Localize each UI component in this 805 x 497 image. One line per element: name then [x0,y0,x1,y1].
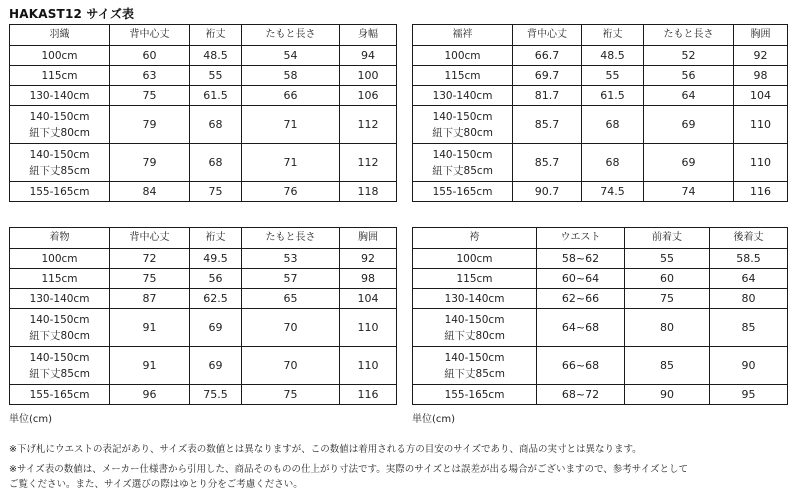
measurement-cell: 61.5 [582,86,644,106]
measurement-cell: 62.5 [190,289,242,309]
note-tag-waist: ※下げ札にウエストの表記があり、サイズ表の数値とは異なりますが、この数値は着用される方の目安のサイズであり、商品の実寸とは異なります。 [9,444,642,455]
measurement-cell: 85.7 [513,144,582,182]
measurement-cell: 68 [582,144,644,182]
size-label-cell: 155-165cm [413,385,537,405]
measurement-cell: 76 [242,182,340,202]
measurement-cell: 75 [625,289,710,309]
measurement-cell: 58.5 [710,249,788,269]
column-header: 背中心丈 [110,25,190,46]
measurement-cell: 71 [242,106,340,144]
size-label-cell: 115cm [413,66,513,86]
size-label-cell: 130-140cm [413,86,513,106]
table-row [10,347,397,385]
measurement-cell: 60 [110,46,190,66]
measurement-cell: 94 [340,46,397,66]
size-label-cell: 115cm [413,269,537,289]
kimono-size-table [9,227,397,405]
measurement-cell: 69 [644,106,734,144]
measurement-cell: 100 [340,66,397,86]
measurement-cell: 110 [734,106,788,144]
measurement-cell: 48.5 [190,46,242,66]
measurement-cell: 58 [242,66,340,86]
measurement-cell: 79 [110,106,190,144]
column-header: 羽織 [10,25,110,46]
measurement-cell: 96 [110,385,190,405]
measurement-cell: 79 [110,144,190,182]
table-row [10,249,397,269]
column-header: 襦袢 [413,25,513,46]
measurement-cell: 80 [625,309,710,347]
measurement-cell: 69 [190,309,242,347]
size-label-cell: 140-150cm 紐下丈85cm [413,144,513,182]
measurement-cell: 75 [110,86,190,106]
size-label-cell: 100cm [413,46,513,66]
table-row [413,106,788,144]
measurement-cell: 52 [644,46,734,66]
column-header: 胸囲 [340,228,397,249]
column-header: ウエスト [537,228,625,249]
measurement-cell: 69.7 [513,66,582,86]
table-row [413,347,788,385]
column-header: 裄丈 [582,25,644,46]
measurement-cell: 69 [190,347,242,385]
note-measurement: ※サイズ表の数値は、メーカー仕様書から引用した、商品そのものの仕上がり寸法です。実際のサイズとは誤差が出る場合がございますので、参考サイズとして [9,464,689,475]
measurement-cell: 66 [242,86,340,106]
measurement-cell: 87 [110,289,190,309]
measurement-cell: 90 [710,347,788,385]
size-label-cell: 115cm [10,66,110,86]
juban-size-table [412,24,788,202]
measurement-cell: 58~62 [537,249,625,269]
table-row [413,46,788,66]
measurement-cell: 90 [625,385,710,405]
column-header: 前着丈 [625,228,710,249]
table-row [10,106,397,144]
size-label-cell: 140-150cm 紐下丈80cm [413,309,537,347]
measurement-cell: 64~68 [537,309,625,347]
measurement-cell: 85 [710,309,788,347]
size-label-cell: 130-140cm [10,86,110,106]
table-row [10,269,397,289]
measurement-cell: 70 [242,347,340,385]
table-row [10,385,397,405]
size-label-cell: 140-150cm 紐下丈85cm [413,347,537,385]
column-header: 袴 [413,228,537,249]
column-header: 後着丈 [710,228,788,249]
measurement-cell: 65 [242,289,340,309]
size-label-cell: 140-150cm 紐下丈85cm [10,347,110,385]
measurement-cell: 80 [710,289,788,309]
measurement-cell: 110 [340,347,397,385]
measurement-cell: 95 [710,385,788,405]
measurement-cell: 116 [340,385,397,405]
table-row [10,289,397,309]
size-label-cell: 155-165cm [10,385,110,405]
measurement-cell: 75 [242,385,340,405]
size-label-cell: 140-150cm 紐下丈80cm [413,106,513,144]
measurement-cell: 64 [710,269,788,289]
measurement-cell: 56 [644,66,734,86]
measurement-cell: 118 [340,182,397,202]
table-row [10,144,397,182]
size-label-cell: 140-150cm 紐下丈85cm [10,144,110,182]
table-row [10,46,397,66]
size-label-cell: 100cm [413,249,537,269]
measurement-cell: 75.5 [190,385,242,405]
measurement-cell: 57 [242,269,340,289]
measurement-cell: 112 [340,106,397,144]
measurement-cell: 75 [110,269,190,289]
size-label-cell: 115cm [10,269,110,289]
page-title: HAKAST12 サイズ表 [9,7,135,21]
measurement-cell: 49.5 [190,249,242,269]
measurement-cell: 112 [340,144,397,182]
measurement-cell: 91 [110,347,190,385]
table-row [413,385,788,405]
measurement-cell: 54 [242,46,340,66]
measurement-cell: 70 [242,309,340,347]
unit-label-right: 単位(cm) [412,414,456,425]
size-label-cell: 100cm [10,46,110,66]
column-header: 着物 [10,228,110,249]
table-header-row [10,25,397,46]
size-label-cell: 100cm [10,249,110,269]
measurement-cell: 55 [582,66,644,86]
measurement-cell: 74 [644,182,734,202]
measurement-cell: 55 [625,249,710,269]
measurement-cell: 68~72 [537,385,625,405]
size-label-cell: 130-140cm [413,289,537,309]
measurement-cell: 104 [734,86,788,106]
measurement-cell: 53 [242,249,340,269]
column-header: たもと長さ [242,228,340,249]
note-measurement-cont: ご覧ください。また、サイズ選びの際はゆとり分をご考慮ください。 [9,479,303,490]
measurement-cell: 74.5 [582,182,644,202]
column-header: たもと長さ [242,25,340,46]
measurement-cell: 104 [340,289,397,309]
measurement-cell: 68 [190,106,242,144]
measurement-cell: 92 [340,249,397,269]
measurement-cell: 81.7 [513,86,582,106]
table-header-row [413,25,788,46]
size-label-cell: 140-150cm 紐下丈80cm [10,106,110,144]
measurement-cell: 75 [190,182,242,202]
measurement-cell: 72 [110,249,190,269]
table-row [413,66,788,86]
measurement-cell: 91 [110,309,190,347]
table-header-row [413,228,788,249]
measurement-cell: 66~68 [537,347,625,385]
column-header: 裄丈 [190,228,242,249]
measurement-cell: 110 [340,309,397,347]
table-row [413,289,788,309]
measurement-cell: 84 [110,182,190,202]
size-label-cell: 155-165cm [10,182,110,202]
column-header: 裄丈 [190,25,242,46]
measurement-cell: 85 [625,347,710,385]
table-row [413,309,788,347]
measurement-cell: 69 [644,144,734,182]
measurement-cell: 68 [190,144,242,182]
measurement-cell: 98 [340,269,397,289]
table-row [10,182,397,202]
measurement-cell: 68 [582,106,644,144]
size-label-cell: 130-140cm [10,289,110,309]
measurement-cell: 63 [110,66,190,86]
measurement-cell: 106 [340,86,397,106]
measurement-cell: 60 [625,269,710,289]
table-row [413,182,788,202]
table-row [413,144,788,182]
size-label-cell: 140-150cm 紐下丈80cm [10,309,110,347]
table-row [10,66,397,86]
measurement-cell: 64 [644,86,734,106]
measurement-cell: 98 [734,66,788,86]
haori-size-table [9,24,397,202]
table-row [10,86,397,106]
measurement-cell: 48.5 [582,46,644,66]
measurement-cell: 85.7 [513,106,582,144]
column-header: 背中心丈 [110,228,190,249]
measurement-cell: 62~66 [537,289,625,309]
column-header: 身幅 [340,25,397,46]
hakama-size-table [412,227,788,405]
measurement-cell: 60~64 [537,269,625,289]
measurement-cell: 56 [190,269,242,289]
table-row [413,269,788,289]
measurement-cell: 71 [242,144,340,182]
measurement-cell: 90.7 [513,182,582,202]
measurement-cell: 61.5 [190,86,242,106]
unit-label-left: 単位(cm) [9,414,53,425]
column-header: 背中心丈 [513,25,582,46]
measurement-cell: 55 [190,66,242,86]
measurement-cell: 116 [734,182,788,202]
table-row [413,249,788,269]
table-row [10,309,397,347]
size-label-cell: 155-165cm [413,182,513,202]
table-header-row [10,228,397,249]
table-row [413,86,788,106]
column-header: たもと長さ [644,25,734,46]
measurement-cell: 110 [734,144,788,182]
column-header: 胸囲 [734,25,788,46]
measurement-cell: 66.7 [513,46,582,66]
measurement-cell: 92 [734,46,788,66]
